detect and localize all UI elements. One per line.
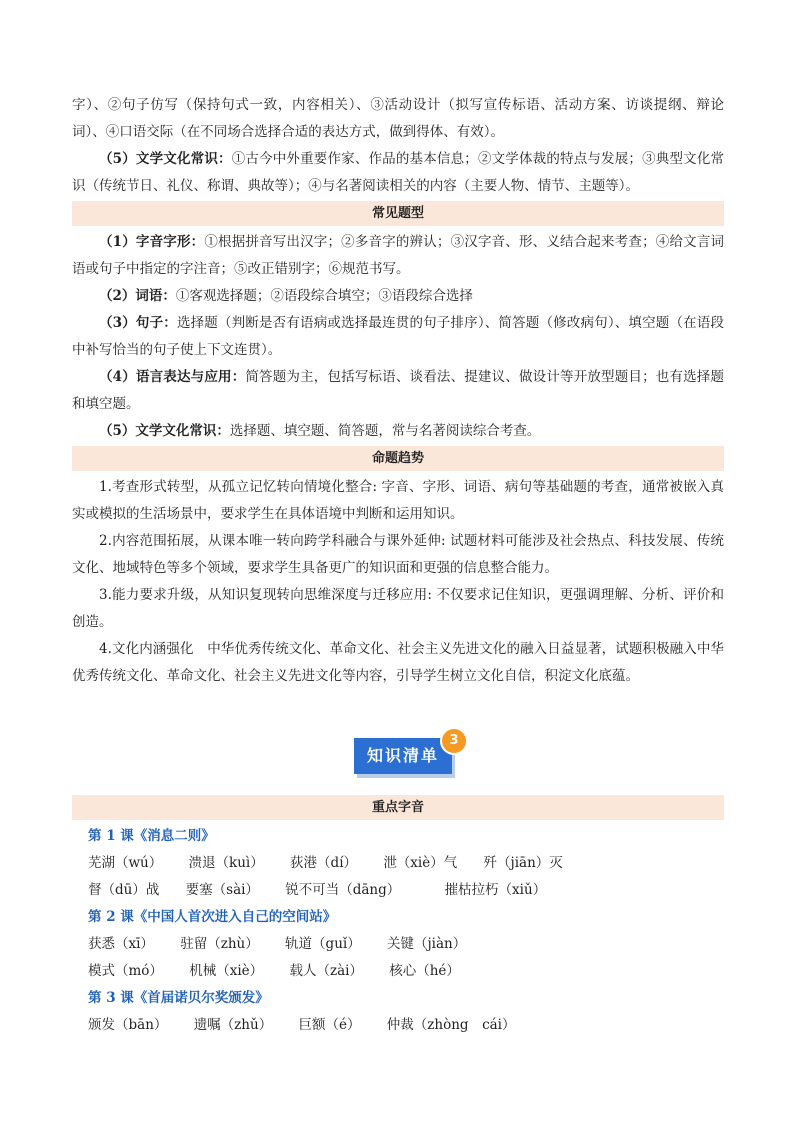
paragraph-text: ①古今中外重要作家、作品的基本信息；②文学体裁的特点与发展；③典型文化常识（传统节日、礼仪、称谓、典故等）；④与名著阅读相关的内容（主要人物、情节、主题等）。 <box>72 151 724 194</box>
item-text: 选择题（判断是否有语病或选择最连贯的句子排序）、简答题（修改病句）、填空题（在语段中补写恰当的句子使上下文连贯）。 <box>72 315 724 358</box>
knowledge-list-banner <box>72 728 724 794</box>
word-item: 芜湖（wú） <box>88 855 163 871</box>
item-lead: （5）文学文化常识： <box>99 423 230 439</box>
item-lead: （4）语言表达与应用： <box>99 369 246 385</box>
word-row <box>72 850 724 877</box>
word-item: 督（dū）战 <box>88 882 160 898</box>
word-row <box>72 877 724 904</box>
word-item: 要塞（sài） <box>185 882 259 898</box>
section-header-question-types: 常见题型 <box>72 201 724 226</box>
word-row <box>72 1012 724 1039</box>
word-row <box>72 958 724 985</box>
item-text: ①客观选择题；②语段综合填空；③语段综合选择 <box>175 288 473 304</box>
question-type-item <box>72 229 724 283</box>
trend-item: 2.内容范围拓展，从课本唯一转向跨学科融合与课外延伸: 试题材料可能涉及社会热点、科技发展、传统文化、地域特色等多个领域，要求学生具备更广的知识面和更强的信息整合能力。 <box>72 533 724 576</box>
item-text: ①根据拼音写出汉字；②多音字的辨认；③汉字音、形、义结合起来考查；④给文言词语或句子中指定的字注音；⑤改正错别字；⑥规范书写。 <box>72 234 724 277</box>
word-item: 仲裁（zhòng cái） <box>386 1017 516 1033</box>
section-header-trends: 命题趋势 <box>72 446 724 471</box>
spacer <box>72 690 724 728</box>
lesson-title: 第 1 课《消息二则》 <box>88 828 215 844</box>
item-lead: （1）字音字形： <box>99 234 205 250</box>
item-text: 简答题为主，包括写标语、谈看法、提建议、做设计等开放型题目；也有选择题和填空题。 <box>72 369 724 412</box>
section-header-pronunciation: 重点字音 <box>72 795 724 820</box>
item-lead: （2）词语： <box>99 288 176 304</box>
question-type-item <box>72 283 724 310</box>
word-item: 溃退（kuì） <box>188 855 264 871</box>
word-item: 歼（jiān）灭 <box>483 855 563 871</box>
word-item: 泄（xiè）气 <box>383 855 458 871</box>
word-item: 颁发（bān） <box>88 1017 168 1033</box>
trend-item: 3.能力要求升级，从知识复现转向思维深度与迁移应用: 不仅要求记住知识，更强调理解、分析、评价和创造。 <box>72 587 724 630</box>
paragraph <box>72 146 724 200</box>
item-lead: （3）句子： <box>99 315 177 331</box>
word-item: 机械（xiè） <box>189 963 264 979</box>
word-item: 驻留（zhù） <box>180 936 259 952</box>
knowledge-list-badge: 知识清单 <box>354 738 452 774</box>
word-item: 模式（mó） <box>88 963 163 979</box>
trend-item: 4.文化内涵强化 中华优秀传统文化、革命文化、社会主义先进文化的融入日益显著，试题积极融入中华优秀传统文化、革命文化、社会主义先进文化等内容，引导学生树立文化自信，积淀文化底蕴。 <box>72 641 724 684</box>
word-row <box>72 931 724 958</box>
word-item: 巨额（é） <box>298 1017 361 1033</box>
trend-item: 1.考查形式转型，从孤立记忆转向情境化整合: 字音、字形、词语、病句等基础题的考查，通常被嵌入真实或模拟的生活场景中，要求学生在具体语境中判断和运用知识。 <box>72 479 724 522</box>
lesson-title: 第 2 课《中国人首次进入自己的空间站》 <box>88 909 337 925</box>
paragraph-lead: （5）文学文化常识： <box>99 151 232 167</box>
lesson-title: 第 3 课《首届诺贝尔奖颁发》 <box>88 990 269 1006</box>
paragraph <box>72 92 724 146</box>
word-item: 核心（hé） <box>389 963 460 979</box>
word-item: 荻港（dí） <box>290 855 358 871</box>
word-item: 遗嘱（zhǔ） <box>193 1017 273 1033</box>
word-item: 摧枯拉朽（xiǔ） <box>444 882 547 898</box>
question-type-item <box>72 418 724 445</box>
word-item: 锐不可当（dāng） <box>285 882 401 898</box>
badge-number: 3 <box>440 727 468 755</box>
item-text: 选择题、填空题、简答题，常与名著阅读综合考查。 <box>229 423 541 439</box>
question-type-item <box>72 364 724 418</box>
content-column <box>72 92 724 1039</box>
word-item: 关键（jiàn） <box>387 936 467 952</box>
word-item: 轨道（guǐ） <box>285 936 361 952</box>
word-item: 获悉（xī） <box>88 936 154 952</box>
paragraph-text: 字）、②句子仿写（保持句式一致，内容相关）、③活动设计（拟写宣传标语、活动方案、访谈提纲、辩论词）、④口语交际（在不同场合选择合适的表达方式，做到得体、有效）。 <box>72 97 724 140</box>
question-type-item <box>72 310 724 364</box>
word-item: 载人（zài） <box>289 963 363 979</box>
